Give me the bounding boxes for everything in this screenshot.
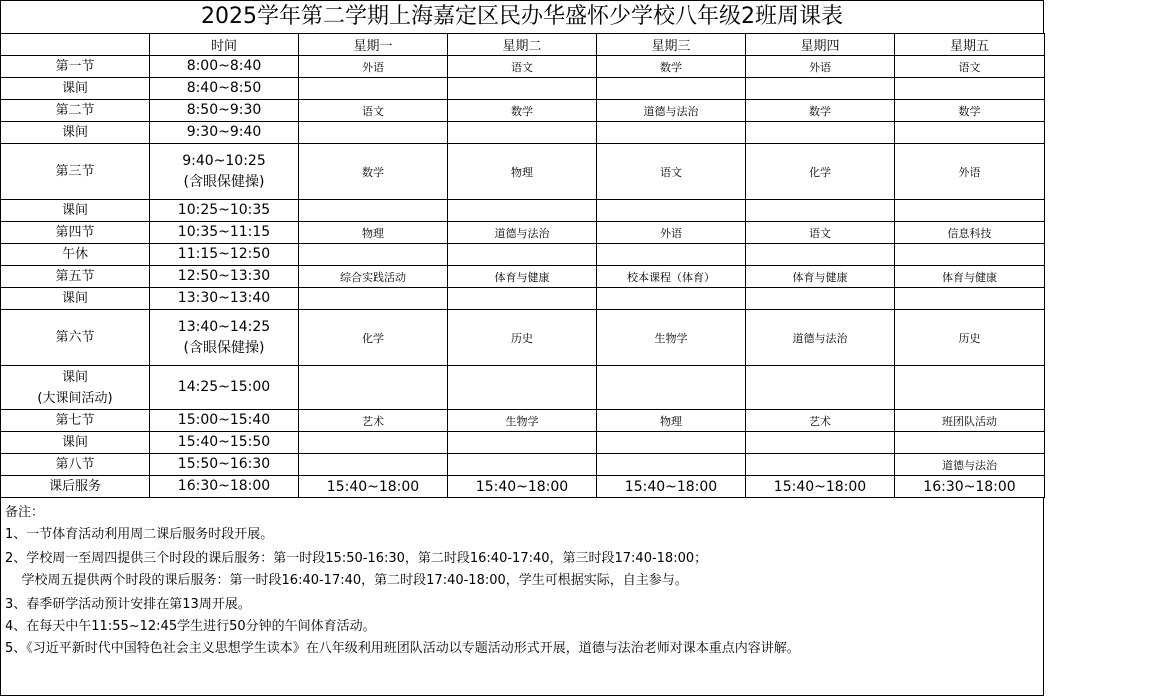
period-label: 第四节 (55, 225, 95, 240)
period-label: 课间 (61, 435, 88, 450)
period-cell (1, 56, 150, 78)
subject-cell: 生物学 (448, 410, 597, 432)
time-label: 14:25~15:00 (177, 379, 271, 395)
subject-cell (448, 244, 597, 266)
table-row (1, 476, 1045, 498)
time-label: 8:40~8:50 (186, 80, 262, 96)
subject-cell (448, 454, 597, 476)
subject-cell: 物理 (597, 410, 746, 432)
note-line: 4、在每天中午11:55~12:45学生进行50分钟的午间体育活动。 (5, 619, 376, 634)
table-row (1, 244, 1045, 266)
time-label: 8:50~9:30 (186, 102, 262, 118)
subject-cell (746, 288, 895, 310)
time-cell (150, 454, 299, 476)
subject-cell (448, 200, 597, 222)
subject-cell (299, 200, 448, 222)
subject-cell (299, 432, 448, 454)
subject-cell: 道德与法治 (448, 222, 597, 244)
subject-cell: 物理 (299, 222, 448, 244)
period-label: 第七节 (55, 413, 95, 428)
table-row (1, 100, 1045, 122)
period-cell (1, 222, 150, 244)
note-line: 3、春季研学活动预计安排在第13周开展。 (5, 597, 251, 612)
time-cell (150, 288, 299, 310)
time-label: (含眼保健操) (183, 339, 265, 356)
subject-cell (895, 244, 1045, 266)
subject-cell: 数学 (746, 100, 895, 122)
period-label: 第一节 (55, 59, 95, 74)
subject-cell (597, 288, 746, 310)
subject-cell: 化学 (746, 144, 895, 200)
subject-cell (895, 200, 1045, 222)
subject-cell: 道德与法治 (746, 310, 895, 366)
time-cell (150, 266, 299, 288)
service-time-cell: 15:40~18:00 (299, 476, 448, 498)
subject-cell (448, 432, 597, 454)
subject-cell: 物理 (448, 144, 597, 200)
header-day: 星期二 (448, 34, 597, 56)
table-row (1, 432, 1045, 454)
subject-cell: 班团队活动 (895, 410, 1045, 432)
period-cell (1, 432, 150, 454)
subject-cell: 道德与法治 (597, 100, 746, 122)
table-row (1, 410, 1045, 432)
subject-cell (895, 366, 1045, 410)
time-cell (150, 222, 299, 244)
subject-cell (299, 288, 448, 310)
subject-cell (895, 122, 1045, 144)
subject-cell: 艺术 (299, 410, 448, 432)
subject-cell (895, 432, 1045, 454)
subject-cell: 外语 (895, 144, 1045, 200)
header-row (1, 34, 1045, 56)
period-label: 课间 (61, 81, 88, 96)
subject-cell: 道德与法治 (895, 454, 1045, 476)
time-label: 10:35~11:15 (177, 224, 271, 240)
subject-cell (895, 288, 1045, 310)
period-cell (1, 310, 150, 366)
subject-cell (299, 78, 448, 100)
table-row (1, 266, 1045, 288)
subject-cell: 历史 (448, 310, 597, 366)
page-title: 2025学年第二学期上海嘉定区民办华盛怀少学校八年级2班周课表 (0, 0, 1044, 33)
period-label: 课后服务 (48, 479, 101, 494)
time-label: 12:50~13:30 (177, 268, 271, 284)
subject-cell (746, 122, 895, 144)
time-label: 15:40~15:50 (177, 434, 271, 450)
subject-cell: 外语 (299, 56, 448, 78)
table-row (1, 56, 1045, 78)
time-cell (150, 476, 299, 498)
period-cell (1, 244, 150, 266)
table-row (1, 200, 1045, 222)
period-label: 第五节 (55, 269, 95, 284)
subject-cell: 数学 (448, 100, 597, 122)
service-time-cell: 15:40~18:00 (448, 476, 597, 498)
note-line: 学校周五提供两个时段的课后服务：第一时段16:40-17:40，第二时段17:40-18:00，学生可根据实际，自主参与。 (5, 573, 688, 588)
period-cell (1, 476, 150, 498)
period-cell (1, 122, 150, 144)
table-row (1, 366, 1045, 410)
header-time: 时间 (150, 34, 299, 56)
schedule-table (0, 33, 1045, 498)
table-row (1, 310, 1045, 366)
service-time-cell: 15:40~18:00 (597, 476, 746, 498)
subject-cell (746, 78, 895, 100)
table-row (1, 222, 1045, 244)
subject-cell: 数学 (895, 100, 1045, 122)
subject-cell (448, 122, 597, 144)
subject-cell: 历史 (895, 310, 1045, 366)
period-cell (1, 454, 150, 476)
period-cell (1, 366, 150, 410)
period-cell (1, 144, 150, 200)
time-cell (150, 310, 299, 366)
subject-cell (597, 432, 746, 454)
header-day: 星期四 (746, 34, 895, 56)
subject-cell (746, 454, 895, 476)
subject-cell: 语文 (746, 222, 895, 244)
subject-cell: 语文 (895, 56, 1045, 78)
subject-cell (448, 288, 597, 310)
period-cell (1, 100, 150, 122)
subject-cell: 语文 (597, 144, 746, 200)
time-cell (150, 78, 299, 100)
period-label: 课间 (61, 125, 88, 140)
subject-cell (597, 366, 746, 410)
period-label: 课间 (61, 203, 88, 218)
note-line: 2、学校周一至周四提供三个时段的课后服务：第一时段15:50-16:30，第二时段16:40-17:40，第三时段17:40-18:00； (5, 551, 708, 566)
subject-cell (895, 78, 1045, 100)
header-blank (1, 34, 150, 56)
time-label: 13:30~13:40 (177, 290, 271, 306)
note-line: 备注： (5, 505, 45, 520)
subject-cell: 体育与健康 (448, 266, 597, 288)
service-time-cell: 15:40~18:00 (746, 476, 895, 498)
subject-cell: 外语 (746, 56, 895, 78)
subject-cell (299, 454, 448, 476)
service-time-cell: 16:30~18:00 (895, 476, 1045, 498)
note-line: 1、一节体育活动利用周二课后服务时段开展。 (5, 527, 274, 542)
header-day: 星期三 (597, 34, 746, 56)
subject-cell (299, 122, 448, 144)
subject-cell: 语文 (448, 56, 597, 78)
subject-cell: 体育与健康 (895, 266, 1045, 288)
period-label: (大课间活动) (37, 390, 113, 406)
time-label: 13:40~14:25 (177, 318, 271, 335)
time-cell (150, 122, 299, 144)
subject-cell (448, 78, 597, 100)
time-label: 16:30~18:00 (177, 478, 271, 494)
time-cell (150, 410, 299, 432)
time-label: 8:00~8:40 (186, 58, 262, 74)
subject-cell (597, 122, 746, 144)
time-label: 10:25~10:35 (177, 202, 271, 218)
subject-cell (299, 244, 448, 266)
time-label: 11:15~12:50 (177, 246, 271, 262)
time-label: 15:00~15:40 (177, 412, 271, 428)
subject-cell: 综合实践活动 (299, 266, 448, 288)
subject-cell: 外语 (597, 222, 746, 244)
subject-cell: 数学 (299, 144, 448, 200)
table-row (1, 122, 1045, 144)
header-day: 星期一 (299, 34, 448, 56)
subject-cell (597, 78, 746, 100)
subject-cell (597, 200, 746, 222)
period-label: 课间 (61, 291, 88, 306)
period-cell (1, 200, 150, 222)
subject-cell: 艺术 (746, 410, 895, 432)
note-line: 5、《习近平新时代中国特色社会主义思想学生读本》在八年级利用班团队活动以专题活动形式开展，道德与法治老师对课本重点内容讲解。 (5, 641, 800, 656)
period-label: 第二节 (55, 103, 95, 118)
table-row (1, 288, 1045, 310)
subject-cell (746, 244, 895, 266)
subject-cell: 生物学 (597, 310, 746, 366)
table-row (1, 454, 1045, 476)
time-cell (150, 432, 299, 454)
subject-cell (299, 366, 448, 410)
subject-cell: 语文 (299, 100, 448, 122)
time-label: 9:40~10:25 (182, 152, 266, 169)
time-label: 15:50~16:30 (177, 456, 271, 472)
table-row (1, 78, 1045, 100)
subject-cell (597, 454, 746, 476)
period-cell (1, 410, 150, 432)
period-label: 第八节 (55, 457, 95, 472)
notes-section (0, 497, 1044, 696)
subject-cell (448, 366, 597, 410)
period-cell (1, 288, 150, 310)
header-day: 星期五 (895, 34, 1045, 56)
subject-cell: 数学 (597, 56, 746, 78)
time-cell (150, 244, 299, 266)
time-cell (150, 144, 299, 200)
time-label: 9:30~9:40 (186, 124, 262, 140)
period-label: 第六节 (55, 330, 95, 345)
period-cell (1, 266, 150, 288)
subject-cell: 化学 (299, 310, 448, 366)
subject-cell (597, 244, 746, 266)
time-cell (150, 56, 299, 78)
time-cell (150, 100, 299, 122)
time-label: (含眼保健操) (183, 173, 265, 190)
subject-cell (746, 432, 895, 454)
subject-cell (746, 366, 895, 410)
subject-cell: 信息科技 (895, 222, 1045, 244)
period-label: 午休 (61, 247, 88, 262)
subject-cell: 校本课程（体育） (597, 266, 746, 288)
subject-cell (746, 200, 895, 222)
period-cell (1, 78, 150, 100)
time-cell (150, 366, 299, 410)
table-row (1, 144, 1045, 200)
period-label: 第三节 (55, 164, 95, 179)
period-label: 课间 (61, 369, 88, 385)
time-cell (150, 200, 299, 222)
subject-cell: 体育与健康 (746, 266, 895, 288)
